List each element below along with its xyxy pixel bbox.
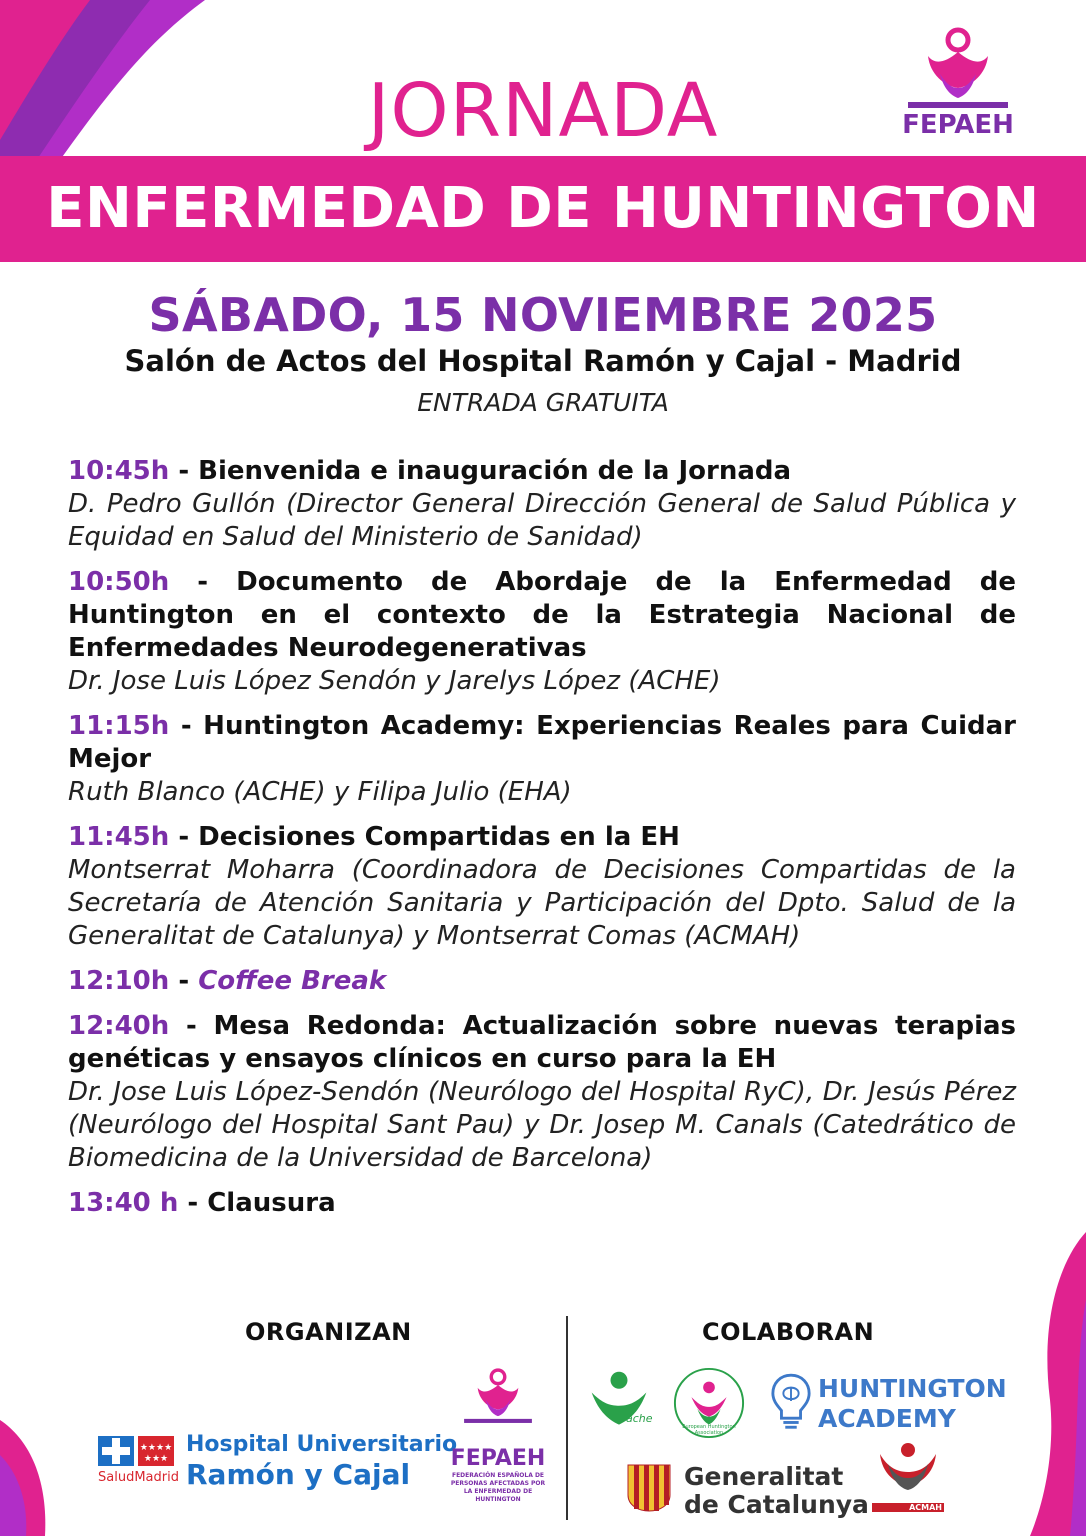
event-entry: ENTRADA GRATUITA (417, 388, 669, 417)
program-time: 12:40h (68, 1011, 170, 1041)
event-venue: Salón de Actos del Hospital Ramón y Cajal - Madrid (124, 344, 962, 378)
program-item (68, 710, 1016, 809)
program-list (68, 455, 1016, 1232)
program-title: - Bienvenida e inauguración de la Jornada (169, 456, 792, 486)
program-title: - Huntington Academy: Experiencias Reales para Cuidar Mejor (68, 711, 1016, 774)
program-title: - Mesa Redonda: Actualización sobre nuevas terapias genéticas y ensayos clínicos en curso para la EH (68, 1011, 1016, 1074)
program-item-title (68, 1187, 1016, 1220)
program-item (68, 821, 1016, 953)
hospital-name-line2: Ramón y Cajal (186, 1458, 411, 1491)
program-item (68, 965, 1016, 998)
footer-divider (566, 1316, 568, 1520)
coffee-break-title: Coffee Break (198, 966, 387, 996)
ha-line1: HUNTINGTON (818, 1374, 1007, 1403)
program-time: 11:15h (68, 711, 170, 741)
fepaeh-footer-subtext: FEDERACIÓN ESPAÑOLA DE PERSONAS AFECTADAS POR LA ENFERMEDAD DE HUNTINGTON (450, 1472, 546, 1503)
program-item (68, 1010, 1016, 1175)
acmah-logo-text: ACMAH (872, 1503, 944, 1512)
fepaeh-footer-logo-icon (448, 1366, 548, 1446)
organizers-label: ORGANIZAN (245, 1318, 412, 1346)
salud-madrid-text: SaludMadrid (98, 1470, 179, 1485)
hospital-name-line1: Hospital Universitario (186, 1432, 458, 1457)
program-speakers: Dr. Jose Luis López-Sendón (Neurólogo del Hospital RyC), Dr. Jesús Pérez (Neurólogo del Hospital Sant Pau) y Dr. Josep M. Canals (Catedrático de Biomedicina de la Universidad de Barcelona) (68, 1077, 1016, 1173)
brain-bulb-icon (770, 1370, 812, 1432)
acmah-logo-icon (872, 1440, 944, 1500)
fepaeh-footer-text: FEPAEH (450, 1446, 546, 1471)
program-time: 10:45h (68, 456, 170, 486)
eha-logo-text: European Huntington Association (682, 1424, 736, 1436)
program-title: - Decisiones Compartidas en la EH (169, 822, 680, 852)
ha-line2: ACADEMY (818, 1404, 956, 1433)
program-speakers: D. Pedro Gullón (Director General Dirección General de Salud Pública y Equidad en Salud del Ministerio de Sanidad) (68, 489, 1016, 552)
program-item-title (68, 566, 1016, 665)
generalitat-line1: Generalitat (684, 1462, 844, 1491)
salud-madrid-logo-icon (98, 1432, 178, 1472)
program-item-title (68, 710, 1016, 776)
kicker-title: JORNADA (367, 68, 719, 154)
event-date: SÁBADO, 15 NOVIEMBRE 2025 (148, 288, 938, 342)
program-time: 11:45h (68, 822, 170, 852)
program-item (68, 1187, 1016, 1220)
program-speakers: Montserrat Moharra (Coordinadora de Decisiones Compartidas de la Secretaría de Atención Sanitaria y Participación del Dpto. Salud de la Generalitat de Catalunya) y Montserrat Comas (ACMAH) (68, 855, 1016, 951)
svg-text:★★★: ★★★ (143, 1454, 169, 1464)
program-time: 12:10h (68, 966, 170, 996)
generalitat-logo-icon (626, 1462, 672, 1514)
program-item-title (68, 821, 1016, 854)
collaborators-label: COLABORAN (702, 1318, 875, 1346)
program-speakers: Ruth Blanco (ACHE) y Filipa Julio (EHA) (68, 777, 572, 807)
main-title: ENFERMEDAD DE HUNTINGTON (46, 176, 1040, 241)
program-item-title (68, 965, 1016, 998)
program-item (68, 455, 1016, 554)
program-title: - Documento de Abordaje de la Enfermedad de Huntington en el contexto de la Estrategia Nacional de Enfermedades Neurodegenerativas (68, 567, 1016, 663)
program-separator: - (169, 966, 199, 996)
program-item-title (68, 1010, 1016, 1076)
fepaeh-logo-text: FEPAEH (902, 110, 1014, 140)
program-title: - Clausura (178, 1188, 336, 1218)
program-item-title (68, 455, 1016, 488)
program-time: 10:50h (68, 567, 170, 597)
svg-text:★★★★: ★★★★ (139, 1443, 173, 1453)
ache-logo-text: ache (626, 1412, 653, 1425)
program-speakers: Dr. Jose Luis López Sendón y Jarelys López (ACHE) (68, 666, 721, 696)
generalitat-line2: de Catalunya (684, 1490, 869, 1519)
program-time: 13:40 h (68, 1188, 179, 1218)
program-item (68, 566, 1016, 698)
